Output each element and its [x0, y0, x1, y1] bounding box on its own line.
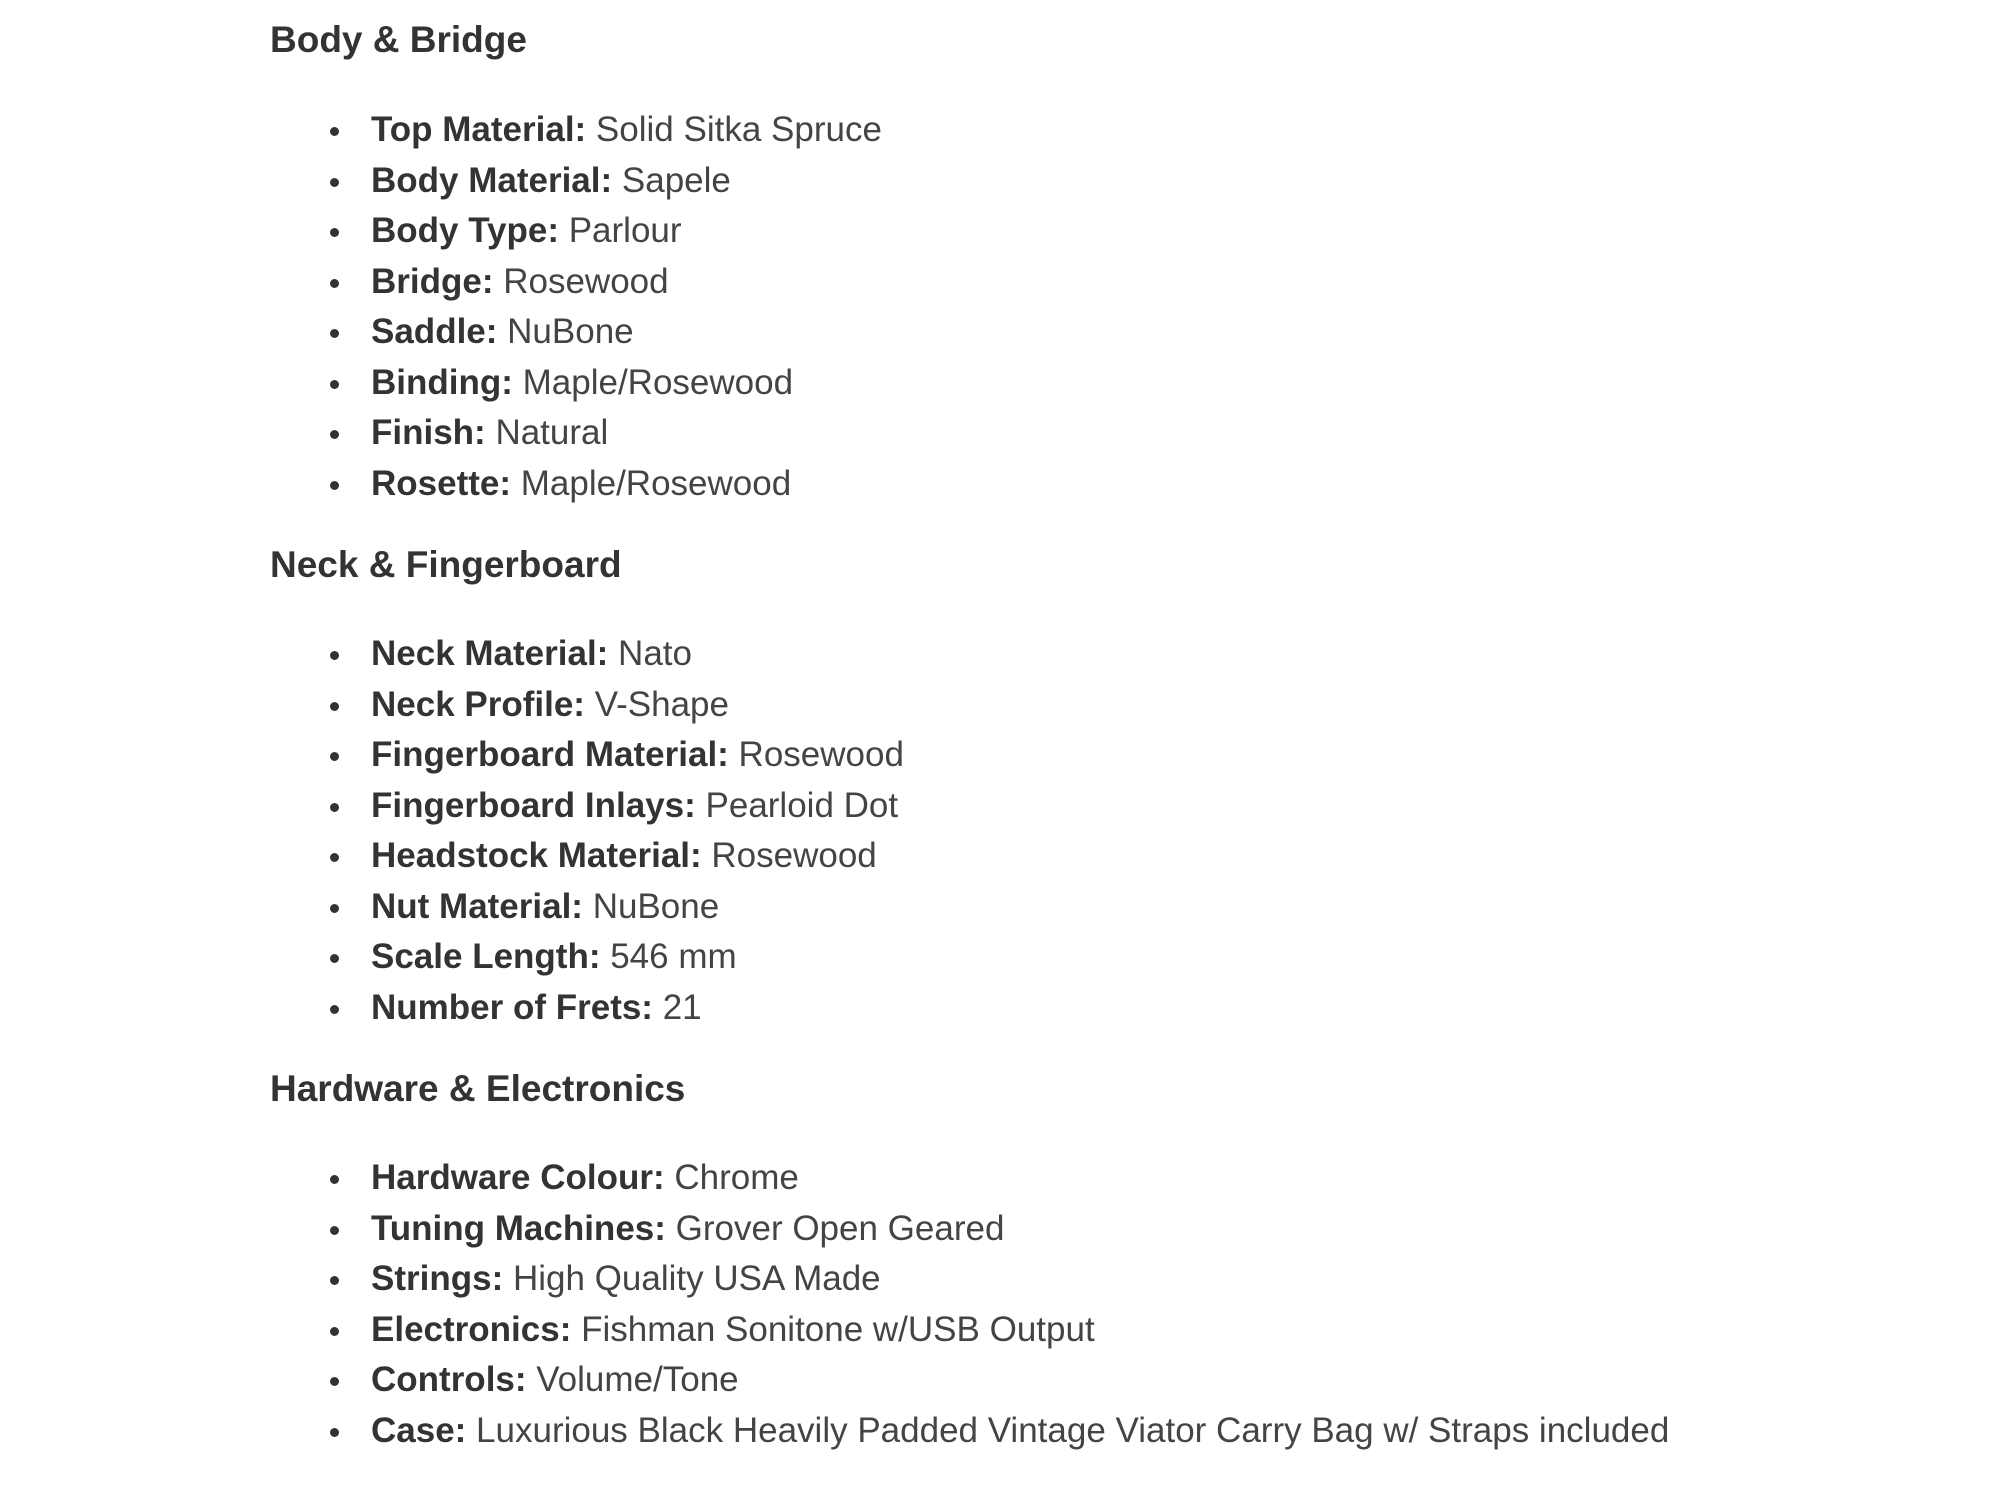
- spec-item-binding: [270, 358, 1970, 409]
- spec-value: Pearloid Dot: [695, 785, 899, 825]
- spec-item-neck-profile: [270, 680, 1970, 731]
- spec-list: [270, 105, 1970, 509]
- spec-label: Tuning Machines:: [371, 1208, 666, 1248]
- spec-item-nut-material: [270, 882, 1970, 933]
- spec-label: Controls:: [371, 1360, 527, 1399]
- spec-label: Body Material:: [371, 160, 613, 200]
- spec-item-top-material: [270, 105, 1970, 156]
- spec-item-case: [270, 1406, 1970, 1457]
- bullet-icon: [330, 1005, 339, 1014]
- spec-label: Nut Material:: [371, 886, 583, 926]
- spec-value: Parlour: [558, 211, 682, 250]
- spec-label: Neck Material:: [371, 634, 609, 673]
- bullet-icon: [330, 651, 339, 660]
- bullet-icon: [330, 279, 339, 288]
- spec-list: [270, 1153, 1970, 1456]
- bullet-icon: [330, 1175, 339, 1184]
- spec-item-saddle: [270, 307, 1970, 358]
- bullet-icon: [330, 1377, 339, 1386]
- spec-label: Scale Length:: [371, 937, 601, 976]
- spec-value: Natural: [485, 413, 609, 452]
- bullet-icon: [330, 954, 339, 963]
- bullet-icon: [330, 1226, 339, 1235]
- spec-item-electronics: [270, 1305, 1970, 1356]
- spec-value: V-Shape: [584, 684, 729, 724]
- bullet-icon: [330, 430, 339, 439]
- section-heading: Body & Bridge: [270, 19, 527, 60]
- bullet-icon: [330, 1327, 339, 1336]
- spec-label: Case:: [371, 1410, 467, 1450]
- spec-label: Fingerboard Inlays:: [371, 785, 696, 825]
- spec-item-hardware-colour: [270, 1153, 1970, 1204]
- spec-item-rosette: [270, 459, 1970, 510]
- spec-value: Nato: [608, 634, 692, 673]
- spec-value: Luxurious Black Heavily Padded Vintage Viator Carry Bag w/ Straps included: [466, 1410, 1670, 1450]
- bullet-icon: [330, 329, 339, 338]
- section-hardware-electronics: [270, 1063, 1970, 1456]
- bullet-icon: [330, 178, 339, 187]
- bullet-icon: [330, 228, 339, 237]
- spec-item-finish: [270, 408, 1970, 459]
- spec-label: Number of Frets:: [371, 987, 653, 1027]
- bullet-icon: [330, 1428, 339, 1437]
- spec-item-fingerboard-inlays: [270, 781, 1970, 832]
- spec-item-tuning-machines: [270, 1204, 1970, 1255]
- spec-value: Fishman Sonitone w/USB Output: [571, 1309, 1095, 1349]
- bullet-icon: [330, 752, 339, 761]
- spec-label: Rosette:: [371, 463, 512, 503]
- spec-value: NuBone: [582, 886, 720, 926]
- spec-label: Strings:: [371, 1259, 504, 1298]
- spec-value: High Quality USA Made: [503, 1259, 881, 1298]
- section-heading: Neck & Fingerboard: [270, 544, 622, 585]
- spec-label: Headstock Material:: [371, 836, 702, 875]
- spec-value: Maple/Rosewood: [511, 463, 792, 503]
- section-body-bridge: [270, 14, 1970, 509]
- spec-value: Rosewood: [701, 836, 877, 875]
- spec-value: Solid Sitka Spruce: [586, 110, 882, 149]
- spec-value: 546 mm: [600, 937, 737, 976]
- spec-item-fingerboard-material: [270, 730, 1970, 781]
- spec-label: Bridge:: [371, 261, 494, 301]
- section-neck-fingerboard: [270, 539, 1970, 1033]
- spec-label: Neck Profile:: [371, 684, 585, 724]
- bullet-icon: [330, 702, 339, 711]
- spec-list: [270, 629, 1970, 1033]
- spec-label: Saddle:: [371, 312, 498, 351]
- spec-item-neck-material: [270, 629, 1970, 680]
- bullet-icon: [330, 380, 339, 389]
- spec-item-number-of-frets: [270, 983, 1970, 1034]
- spec-item-body-material: [270, 156, 1970, 207]
- spec-label: Binding:: [371, 362, 513, 402]
- spec-item-bridge: [270, 257, 1970, 308]
- bullet-icon: [330, 904, 339, 913]
- spec-item-scale-length: [270, 932, 1970, 983]
- spec-item-headstock-material: [270, 831, 1970, 882]
- spec-item-controls: [270, 1355, 1970, 1406]
- bullet-icon: [330, 1276, 339, 1285]
- bullet-icon: [330, 127, 339, 136]
- spec-label: Finish:: [371, 413, 486, 452]
- spec-value: Grover Open Geared: [665, 1208, 1005, 1248]
- spec-value: Rosewood: [493, 261, 669, 301]
- bullet-icon: [330, 853, 339, 862]
- bullet-icon: [330, 481, 339, 490]
- spec-label: Hardware Colour:: [371, 1158, 665, 1197]
- spec-sheet: [270, 14, 1970, 1456]
- spec-label: Fingerboard Material:: [371, 735, 729, 774]
- spec-value: Sapele: [612, 160, 731, 200]
- spec-value: NuBone: [497, 312, 634, 351]
- spec-value: Volume/Tone: [526, 1360, 739, 1399]
- spec-value: 21: [652, 987, 702, 1027]
- bullet-icon: [330, 803, 339, 812]
- spec-item-strings: [270, 1254, 1970, 1305]
- spec-label: Top Material:: [371, 110, 587, 149]
- spec-value: Maple/Rosewood: [512, 362, 794, 402]
- spec-value: Chrome: [664, 1158, 799, 1197]
- spec-item-body-type: [270, 206, 1970, 257]
- spec-value: Rosewood: [728, 735, 904, 774]
- spec-label: Body Type:: [371, 211, 559, 250]
- spec-label: Electronics:: [371, 1309, 572, 1349]
- section-heading: Hardware & Electronics: [270, 1068, 686, 1109]
